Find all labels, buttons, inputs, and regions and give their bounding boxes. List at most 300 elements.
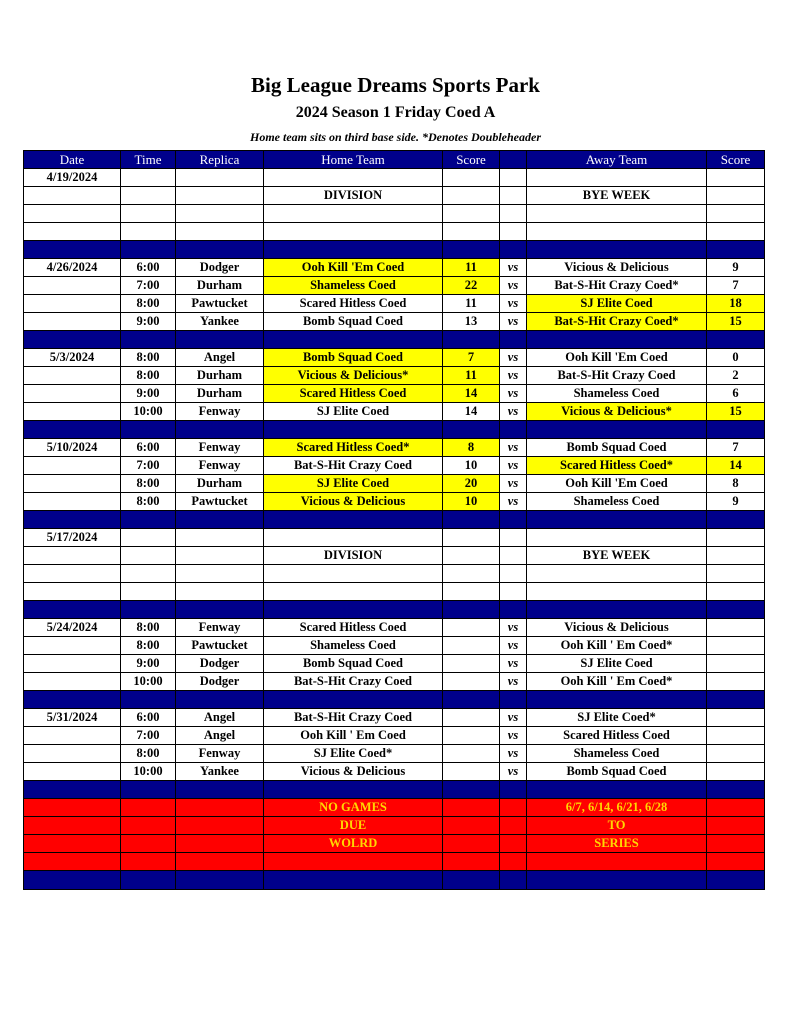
date-cell — [24, 295, 121, 313]
vs-cell: vs — [500, 655, 527, 673]
home-team-cell: SJ Elite Coed — [264, 475, 443, 493]
separator-cell — [264, 601, 443, 619]
separator-cell — [500, 691, 527, 709]
separator-cell — [176, 691, 264, 709]
separator-cell — [264, 241, 443, 259]
away-score-cell: 2 — [707, 367, 765, 385]
separator-cell — [24, 601, 121, 619]
separator-cell — [443, 781, 500, 799]
vs-cell — [500, 223, 527, 241]
time-cell: 9:00 — [121, 313, 176, 331]
away-team-cell — [527, 853, 707, 871]
away-team-cell: Scared Hitless Coed — [527, 727, 707, 745]
home-score-cell — [443, 763, 500, 781]
time-cell — [121, 205, 176, 223]
away-team-cell: BYE WEEK — [527, 547, 707, 565]
separator-cell — [24, 691, 121, 709]
footer-bar-cell — [527, 871, 707, 890]
replica-cell — [176, 205, 264, 223]
away-team-cell: Ooh Kill ' Em Coed* — [527, 637, 707, 655]
away-score-cell: 15 — [707, 313, 765, 331]
home-score-cell — [443, 637, 500, 655]
time-cell — [121, 853, 176, 871]
separator-cell — [500, 511, 527, 529]
replica-cell: Dodger — [176, 655, 264, 673]
col-header-home-team: Home Team — [264, 151, 443, 169]
home-team-cell: Vicious & Delicious — [264, 493, 443, 511]
table-row — [24, 223, 765, 241]
vs-cell: vs — [500, 259, 527, 277]
replica-cell — [176, 529, 264, 547]
table-row — [24, 295, 765, 313]
separator-cell — [527, 781, 707, 799]
date-cell — [24, 835, 121, 853]
table-row — [24, 745, 765, 763]
away-score-cell: 9 — [707, 493, 765, 511]
separator-cell — [707, 691, 765, 709]
vs-cell — [500, 529, 527, 547]
away-score-cell — [707, 637, 765, 655]
vs-cell — [500, 169, 527, 187]
away-score-cell — [707, 745, 765, 763]
date-cell — [24, 817, 121, 835]
separator-cell — [527, 421, 707, 439]
vs-cell — [500, 853, 527, 871]
home-score-cell: 14 — [443, 385, 500, 403]
separator-cell — [176, 781, 264, 799]
table-row — [24, 727, 765, 745]
date-cell — [24, 673, 121, 691]
home-score-cell: 10 — [443, 493, 500, 511]
home-score-cell — [443, 547, 500, 565]
separator-cell — [24, 241, 121, 259]
away-score-cell — [707, 817, 765, 835]
date-cell — [24, 727, 121, 745]
replica-cell: Fenway — [176, 439, 264, 457]
table-row — [24, 457, 765, 475]
home-team-cell — [264, 583, 443, 601]
vs-cell — [500, 205, 527, 223]
table-row — [24, 493, 765, 511]
home-team-cell: WOLRD — [264, 835, 443, 853]
separator-cell — [264, 331, 443, 349]
away-team-cell: Bat-S-Hit Crazy Coed* — [527, 313, 707, 331]
date-cell: 5/31/2024 — [24, 709, 121, 727]
time-cell — [121, 169, 176, 187]
replica-cell: Angel — [176, 709, 264, 727]
away-score-cell — [707, 565, 765, 583]
separator-cell — [443, 421, 500, 439]
away-team-cell: Shameless Coed — [527, 745, 707, 763]
vs-cell — [500, 817, 527, 835]
date-cell — [24, 763, 121, 781]
vs-cell: vs — [500, 637, 527, 655]
footer-bar-cell — [500, 871, 527, 890]
separator-cell — [24, 781, 121, 799]
time-cell: 8:00 — [121, 295, 176, 313]
replica-cell: Dodger — [176, 673, 264, 691]
away-team-cell: Vicious & Delicious — [527, 259, 707, 277]
table-row — [24, 547, 765, 565]
table-row — [24, 313, 765, 331]
separator-cell — [176, 331, 264, 349]
separator-row — [24, 781, 765, 799]
footer-bar-cell — [707, 871, 765, 890]
time-cell — [121, 817, 176, 835]
time-cell: 8:00 — [121, 367, 176, 385]
table-row — [24, 637, 765, 655]
home-score-cell — [443, 817, 500, 835]
away-team-cell — [527, 169, 707, 187]
home-score-cell — [443, 709, 500, 727]
date-cell — [24, 583, 121, 601]
home-team-cell: Vicious & Delicious* — [264, 367, 443, 385]
home-team-cell: DIVISION — [264, 187, 443, 205]
table-row — [24, 169, 765, 187]
table-row — [24, 565, 765, 583]
replica-cell — [176, 223, 264, 241]
replica-cell — [176, 187, 264, 205]
away-team-cell: SJ Elite Coed* — [527, 709, 707, 727]
away-score-cell — [707, 187, 765, 205]
separator-row — [24, 691, 765, 709]
home-score-cell: 8 — [443, 439, 500, 457]
date-cell — [24, 403, 121, 421]
home-score-cell — [443, 187, 500, 205]
separator-cell — [500, 601, 527, 619]
col-header-date: Date — [24, 151, 121, 169]
date-cell: 4/19/2024 — [24, 169, 121, 187]
home-team-cell: Bomb Squad Coed — [264, 655, 443, 673]
home-score-cell — [443, 529, 500, 547]
replica-cell: Pawtucket — [176, 295, 264, 313]
time-cell — [121, 223, 176, 241]
away-team-cell — [527, 565, 707, 583]
time-cell: 6:00 — [121, 709, 176, 727]
notice-row — [24, 853, 765, 871]
notice-row — [24, 817, 765, 835]
home-team-cell: NO GAMES — [264, 799, 443, 817]
away-score-cell: 9 — [707, 259, 765, 277]
away-score-cell — [707, 763, 765, 781]
home-score-cell — [443, 673, 500, 691]
date-cell — [24, 223, 121, 241]
home-team-cell: SJ Elite Coed — [264, 403, 443, 421]
time-cell: 9:00 — [121, 655, 176, 673]
away-team-cell: Bomb Squad Coed — [527, 439, 707, 457]
time-cell: 7:00 — [121, 457, 176, 475]
vs-cell — [500, 547, 527, 565]
time-cell: 8:00 — [121, 349, 176, 367]
separator-cell — [707, 421, 765, 439]
vs-cell: vs — [500, 295, 527, 313]
home-score-cell — [443, 727, 500, 745]
away-team-cell: SERIES — [527, 835, 707, 853]
away-score-cell — [707, 835, 765, 853]
home-team-cell: Bomb Squad Coed — [264, 349, 443, 367]
home-score-cell: 7 — [443, 349, 500, 367]
time-cell: 8:00 — [121, 493, 176, 511]
vs-cell: vs — [500, 475, 527, 493]
away-score-cell: 15 — [707, 403, 765, 421]
vs-cell: vs — [500, 439, 527, 457]
away-team-cell: TO — [527, 817, 707, 835]
away-score-cell — [707, 547, 765, 565]
away-score-cell — [707, 205, 765, 223]
table-row — [24, 259, 765, 277]
home-team-cell: Bat-S-Hit Crazy Coed — [264, 457, 443, 475]
away-team-cell: SJ Elite Coed — [527, 295, 707, 313]
away-score-cell: 7 — [707, 439, 765, 457]
col-header-home-score: Score — [443, 151, 500, 169]
date-cell — [24, 367, 121, 385]
date-cell — [24, 205, 121, 223]
table-row — [24, 403, 765, 421]
home-score-cell: 13 — [443, 313, 500, 331]
home-score-cell — [443, 655, 500, 673]
separator-cell — [121, 241, 176, 259]
replica-cell — [176, 835, 264, 853]
replica-cell: Fenway — [176, 619, 264, 637]
time-cell: 8:00 — [121, 475, 176, 493]
separator-cell — [176, 421, 264, 439]
home-team-cell: Shameless Coed — [264, 637, 443, 655]
replica-cell: Durham — [176, 475, 264, 493]
separator-row — [24, 331, 765, 349]
vs-cell: vs — [500, 709, 527, 727]
time-cell: 10:00 — [121, 763, 176, 781]
home-team-cell: SJ Elite Coed* — [264, 745, 443, 763]
schedule-table — [23, 150, 765, 890]
time-cell: 8:00 — [121, 637, 176, 655]
separator-cell — [500, 331, 527, 349]
date-cell — [24, 565, 121, 583]
home-team-cell: Scared Hitless Coed — [264, 295, 443, 313]
footer-bar-cell — [176, 871, 264, 890]
away-team-cell: Shameless Coed — [527, 493, 707, 511]
col-header-vs — [500, 151, 527, 169]
time-cell: 7:00 — [121, 727, 176, 745]
date-cell — [24, 457, 121, 475]
away-team-cell: Ooh Kill 'Em Coed — [527, 475, 707, 493]
vs-cell: vs — [500, 745, 527, 763]
table-row — [24, 367, 765, 385]
time-cell — [121, 547, 176, 565]
time-cell: 10:00 — [121, 403, 176, 421]
separator-cell — [264, 421, 443, 439]
separator-row — [24, 601, 765, 619]
home-team-cell: Scared Hitless Coed* — [264, 439, 443, 457]
away-team-cell: Bat-S-Hit Crazy Coed — [527, 367, 707, 385]
separator-cell — [264, 511, 443, 529]
vs-cell: vs — [500, 313, 527, 331]
table-row — [24, 529, 765, 547]
separator-cell — [527, 601, 707, 619]
home-score-cell — [443, 205, 500, 223]
separator-cell — [24, 421, 121, 439]
vs-cell: vs — [500, 727, 527, 745]
separator-cell — [527, 241, 707, 259]
time-cell: 8:00 — [121, 745, 176, 763]
table-row — [24, 439, 765, 457]
replica-cell: Angel — [176, 349, 264, 367]
table-row — [24, 583, 765, 601]
vs-cell: vs — [500, 763, 527, 781]
replica-cell — [176, 565, 264, 583]
date-cell — [24, 637, 121, 655]
home-score-cell: 11 — [443, 367, 500, 385]
date-cell — [24, 745, 121, 763]
away-score-cell — [707, 673, 765, 691]
away-team-cell: BYE WEEK — [527, 187, 707, 205]
away-score-cell — [707, 223, 765, 241]
date-cell — [24, 655, 121, 673]
replica-cell — [176, 853, 264, 871]
time-cell — [121, 583, 176, 601]
home-team-cell: Ooh Kill ' Em Coed — [264, 727, 443, 745]
home-team-cell: Scared Hitless Coed — [264, 619, 443, 637]
replica-cell: Dodger — [176, 259, 264, 277]
replica-cell — [176, 583, 264, 601]
table-row — [24, 385, 765, 403]
date-cell — [24, 853, 121, 871]
away-score-cell — [707, 583, 765, 601]
date-cell — [24, 547, 121, 565]
separator-cell — [707, 511, 765, 529]
separator-row — [24, 511, 765, 529]
date-cell: 5/3/2024 — [24, 349, 121, 367]
schedule-body — [24, 169, 765, 890]
replica-cell: Fenway — [176, 457, 264, 475]
separator-cell — [121, 781, 176, 799]
separator-cell — [24, 331, 121, 349]
date-cell — [24, 799, 121, 817]
header-note: Home team sits on third base side. *Denotes Doubleheader — [250, 130, 541, 144]
separator-cell — [176, 601, 264, 619]
notice-row — [24, 799, 765, 817]
away-team-cell — [527, 583, 707, 601]
away-team-cell: 6/7, 6/14, 6/21, 6/28 — [527, 799, 707, 817]
home-team-cell — [264, 529, 443, 547]
away-score-cell — [707, 655, 765, 673]
vs-cell: vs — [500, 673, 527, 691]
notice-row — [24, 835, 765, 853]
time-cell — [121, 187, 176, 205]
home-score-cell — [443, 169, 500, 187]
vs-cell: vs — [500, 493, 527, 511]
away-score-cell — [707, 619, 765, 637]
date-cell — [24, 493, 121, 511]
vs-cell — [500, 799, 527, 817]
time-cell: 8:00 — [121, 619, 176, 637]
vs-cell: vs — [500, 403, 527, 421]
table-row — [24, 673, 765, 691]
table-row — [24, 655, 765, 673]
time-cell: 7:00 — [121, 277, 176, 295]
date-cell — [24, 187, 121, 205]
replica-cell: Durham — [176, 367, 264, 385]
separator-cell — [527, 511, 707, 529]
home-team-cell: DIVISION — [264, 547, 443, 565]
separator-cell — [264, 691, 443, 709]
replica-cell: Pawtucket — [176, 637, 264, 655]
time-cell: 10:00 — [121, 673, 176, 691]
date-cell: 4/26/2024 — [24, 259, 121, 277]
home-score-cell — [443, 583, 500, 601]
time-cell — [121, 835, 176, 853]
separator-cell — [443, 511, 500, 529]
away-score-cell: 18 — [707, 295, 765, 313]
home-team-cell: Scared Hitless Coed — [264, 385, 443, 403]
time-cell — [121, 799, 176, 817]
away-score-cell: 8 — [707, 475, 765, 493]
away-team-cell — [527, 205, 707, 223]
footer-bar-cell — [24, 871, 121, 890]
replica-cell — [176, 817, 264, 835]
vs-cell — [500, 583, 527, 601]
separator-cell — [707, 331, 765, 349]
home-team-cell: Bat-S-Hit Crazy Coed — [264, 673, 443, 691]
replica-cell: Durham — [176, 385, 264, 403]
away-score-cell — [707, 799, 765, 817]
vs-cell: vs — [500, 385, 527, 403]
home-team-cell: Ooh Kill 'Em Coed — [264, 259, 443, 277]
footer-bar-cell — [264, 871, 443, 890]
separator-cell — [121, 691, 176, 709]
away-team-cell: Bat-S-Hit Crazy Coed* — [527, 277, 707, 295]
vs-cell: vs — [500, 619, 527, 637]
home-team-cell: Shameless Coed — [264, 277, 443, 295]
separator-cell — [121, 421, 176, 439]
home-score-cell — [443, 565, 500, 583]
table-row — [24, 619, 765, 637]
replica-cell — [176, 799, 264, 817]
separator-row — [24, 241, 765, 259]
home-team-cell — [264, 223, 443, 241]
separator-cell — [24, 511, 121, 529]
replica-cell: Angel — [176, 727, 264, 745]
footer-bar-row — [24, 871, 765, 890]
vs-cell — [500, 187, 527, 205]
away-score-cell — [707, 727, 765, 745]
away-score-cell — [707, 169, 765, 187]
away-team-cell: Bomb Squad Coed — [527, 763, 707, 781]
table-row — [24, 763, 765, 781]
home-score-cell: 22 — [443, 277, 500, 295]
vs-cell — [500, 565, 527, 583]
col-header-replica: Replica — [176, 151, 264, 169]
separator-cell — [121, 331, 176, 349]
home-score-cell: 14 — [443, 403, 500, 421]
home-score-cell — [443, 853, 500, 871]
separator-cell — [500, 241, 527, 259]
away-score-cell — [707, 709, 765, 727]
home-score-cell: 10 — [443, 457, 500, 475]
time-cell — [121, 565, 176, 583]
separator-cell — [500, 421, 527, 439]
away-score-cell — [707, 853, 765, 871]
away-team-cell: Ooh Kill 'Em Coed — [527, 349, 707, 367]
away-score-cell — [707, 529, 765, 547]
home-team-cell — [264, 853, 443, 871]
away-team-cell: Shameless Coed — [527, 385, 707, 403]
away-team-cell — [527, 529, 707, 547]
col-header-away-team: Away Team — [527, 151, 707, 169]
replica-cell: Fenway — [176, 745, 264, 763]
date-cell — [24, 475, 121, 493]
separator-cell — [443, 331, 500, 349]
replica-cell: Fenway — [176, 403, 264, 421]
